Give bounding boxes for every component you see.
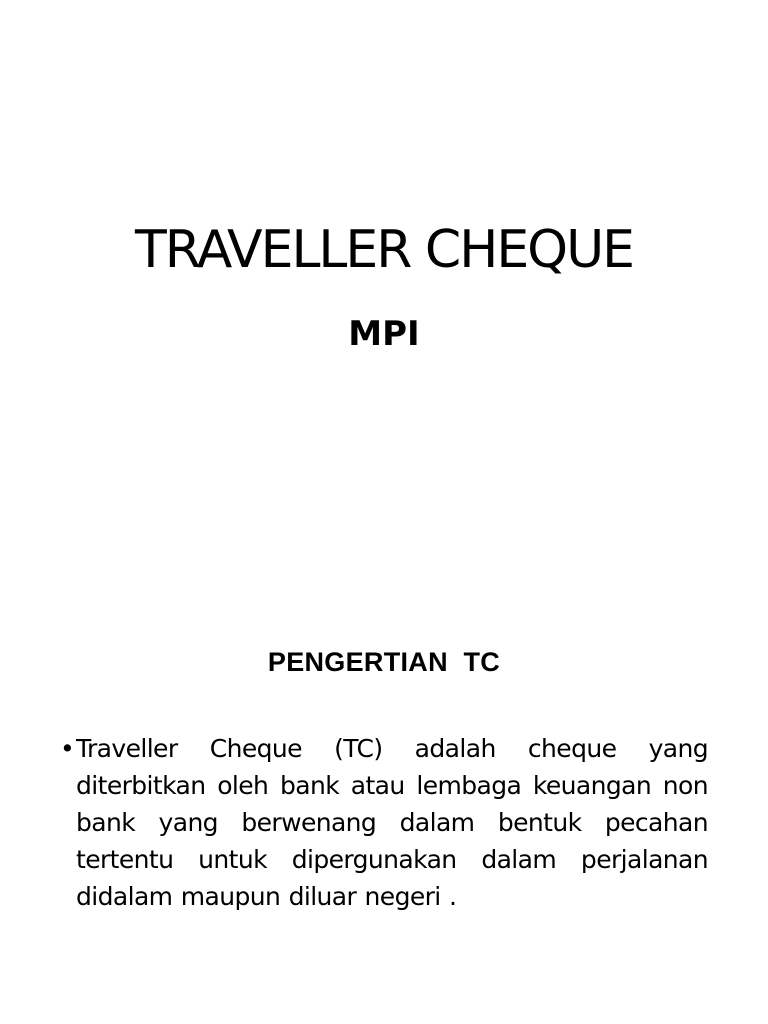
bullet-icon: • [60, 734, 75, 763]
slide-title: TRAVELLER CHEQUE [134, 220, 634, 280]
bullet-text: Traveller Cheque (TC) adalah cheque yang diterbitkan oleh bank atau lembaga keuangan non bank yang berwenang dalam bentuk pecahan tertentu untuk dipergunakan dalam perjalanan didalam maupun diluar negeri . [76, 734, 708, 911]
section-heading: PENGERTIAN TC [267, 647, 501, 677]
bullet-item [60, 730, 708, 915]
definition-slide [0, 512, 768, 1024]
slide-subtitle: MPI [348, 314, 420, 354]
bullet-list [60, 730, 708, 915]
